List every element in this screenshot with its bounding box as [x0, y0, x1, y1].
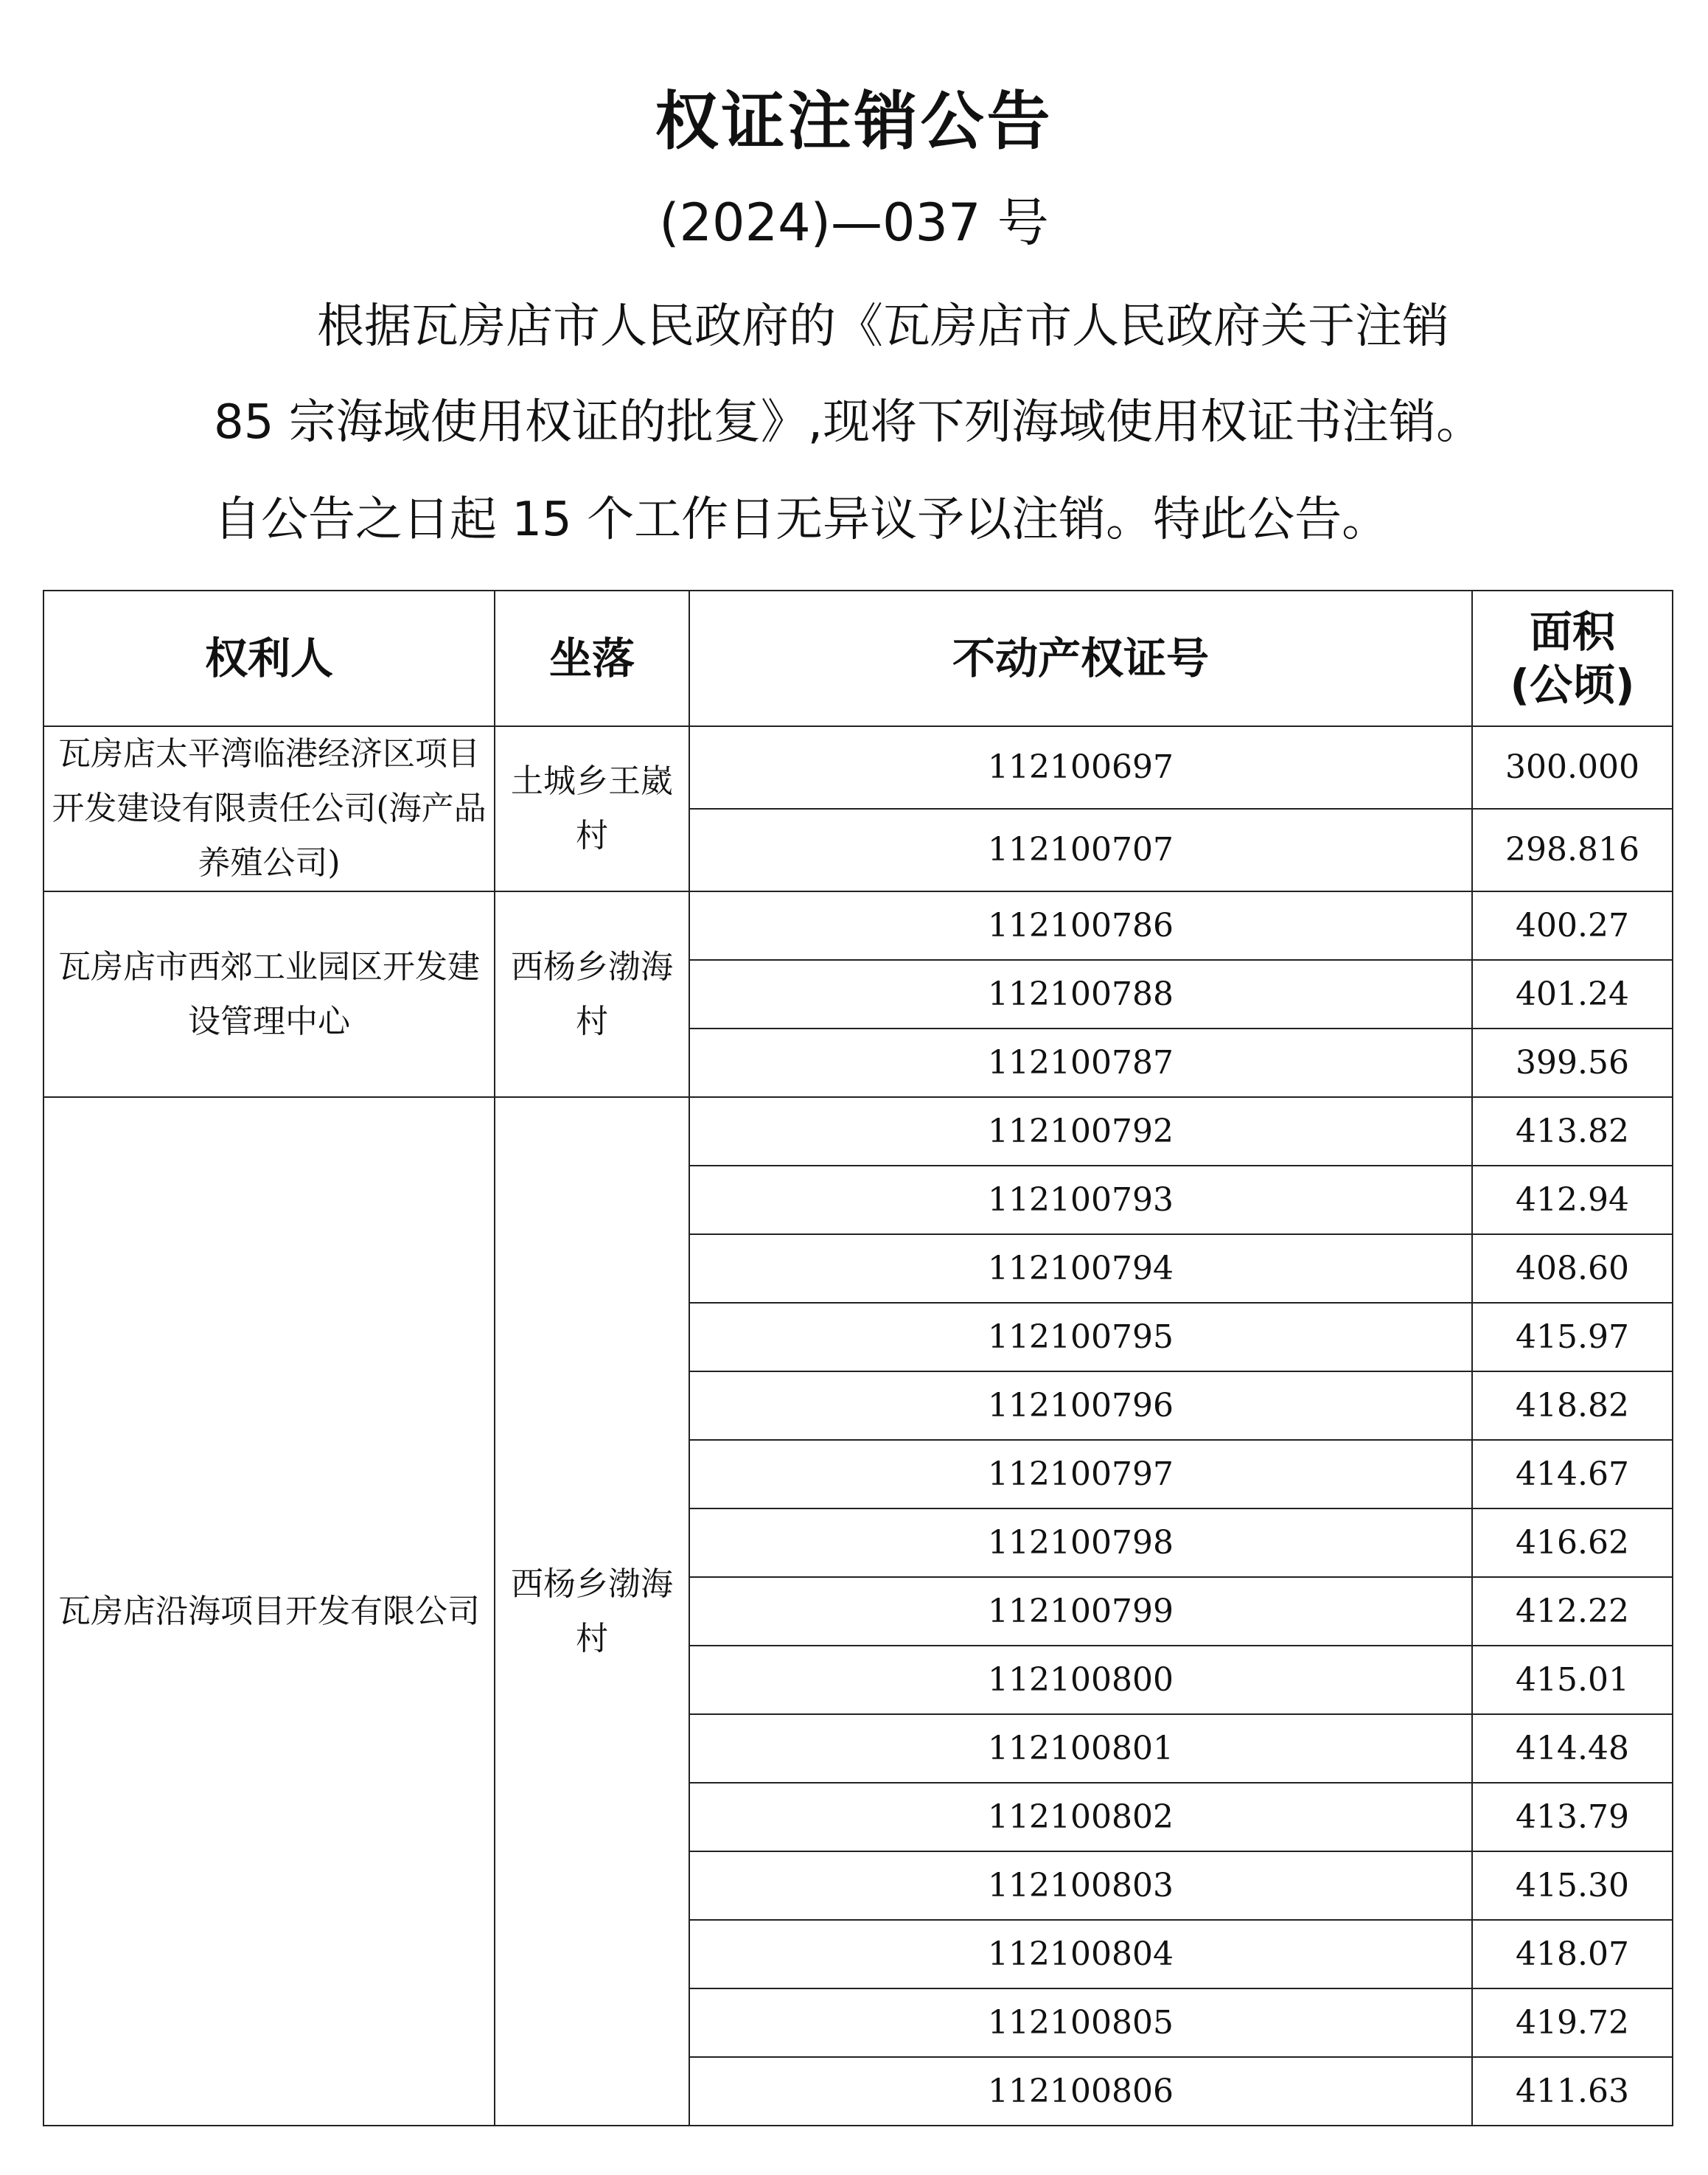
cert-number-cell: 112100800	[689, 1646, 1472, 1714]
table-row	[43, 726, 1673, 809]
cert-number-cell: 112100797	[689, 1440, 1472, 1508]
header-area-line-2: (公顷)	[1510, 660, 1635, 710]
area-cell: 412.22	[1472, 1577, 1673, 1646]
cert-number-cell: 112100803	[689, 1851, 1472, 1920]
area-cell: 300.000	[1472, 726, 1673, 809]
area-cell: 411.63	[1472, 2057, 1673, 2126]
area-cell: 412.94	[1472, 1166, 1673, 1234]
area-cell: 415.30	[1472, 1851, 1673, 1920]
location-cell: 西杨乡渤海村	[495, 891, 689, 1097]
document-title: 权证注销公告	[655, 85, 1053, 159]
holder-cell: 瓦房店市西郊工业园区开发建设管理中心	[43, 891, 495, 1097]
cert-number-cell: 112100802	[689, 1783, 1472, 1851]
area-cell: 413.79	[1472, 1783, 1673, 1851]
cert-number-cell: 112100805	[689, 1988, 1472, 2057]
header-holder: 权利人	[43, 591, 495, 726]
cert-number-cell: 112100795	[689, 1303, 1472, 1371]
cert-number-cell: 112100697	[689, 726, 1472, 809]
cert-number-cell: 112100788	[689, 960, 1472, 1029]
cert-number-cell: 112100793	[689, 1166, 1472, 1234]
cert-number-cell: 112100799	[689, 1577, 1472, 1646]
cert-number-cell: 112100798	[689, 1508, 1472, 1577]
area-cell: 415.01	[1472, 1646, 1673, 1714]
location-cell: 土城乡王崴村	[495, 726, 689, 891]
area-cell: 414.48	[1472, 1714, 1673, 1783]
location-cell: 西杨乡渤海村	[495, 1097, 689, 2126]
area-cell: 416.62	[1472, 1508, 1673, 1577]
area-cell: 408.60	[1472, 1234, 1673, 1303]
header-area	[1472, 591, 1673, 726]
header-area-line-1: 面积	[1529, 607, 1615, 657]
area-cell: 418.07	[1472, 1920, 1673, 1988]
header-cert: 不动产权证号	[689, 591, 1472, 726]
holder-cell: 瓦房店太平湾临港经济区项目开发建设有限责任公司(海产品养殖公司)	[43, 726, 495, 891]
table-header-row	[43, 591, 1673, 726]
area-cell: 419.72	[1472, 1988, 1673, 2057]
area-cell: 400.27	[1472, 891, 1673, 960]
table-row	[43, 1097, 1673, 1166]
cert-number-cell: 112100786	[689, 891, 1472, 960]
area-cell: 418.82	[1472, 1371, 1673, 1440]
cert-number-cell: 112100787	[689, 1029, 1472, 1097]
notice-paragraph-line-3: 自公告之日起 15 个工作日无异议予以注销。特此公告。	[214, 493, 1390, 547]
notice-paragraph-line-2: 85 宗海域使用权证的批复》,现将下列海域使用权证书注销。	[214, 395, 1484, 450]
area-cell: 415.97	[1472, 1303, 1673, 1371]
area-cell: 399.56	[1472, 1029, 1673, 1097]
table-body	[43, 726, 1673, 2126]
table-row	[43, 891, 1673, 960]
cert-number-cell: 112100796	[689, 1371, 1472, 1440]
holder-cell: 瓦房店沿海项目开发有限公司	[43, 1097, 495, 2126]
cert-number-cell: 112100804	[689, 1920, 1472, 1988]
document-number: (2024)—037 号	[659, 192, 1049, 253]
area-cell: 401.24	[1472, 960, 1673, 1029]
area-cell: 414.67	[1472, 1440, 1673, 1508]
cert-number-cell: 112100792	[689, 1097, 1472, 1166]
area-cell: 413.82	[1472, 1097, 1673, 1166]
cert-number-cell: 112100707	[689, 809, 1472, 891]
cert-number-cell: 112100806	[689, 2057, 1472, 2126]
certificate-table	[43, 590, 1673, 2126]
cert-number-cell: 112100801	[689, 1714, 1472, 1783]
cert-number-cell: 112100794	[689, 1234, 1472, 1303]
header-location: 坐落	[495, 591, 689, 726]
notice-paragraph-line-1: 根据瓦房店市人民政府的《瓦房店市人民政府关于注销	[317, 299, 1449, 354]
area-cell: 298.816	[1472, 809, 1673, 891]
